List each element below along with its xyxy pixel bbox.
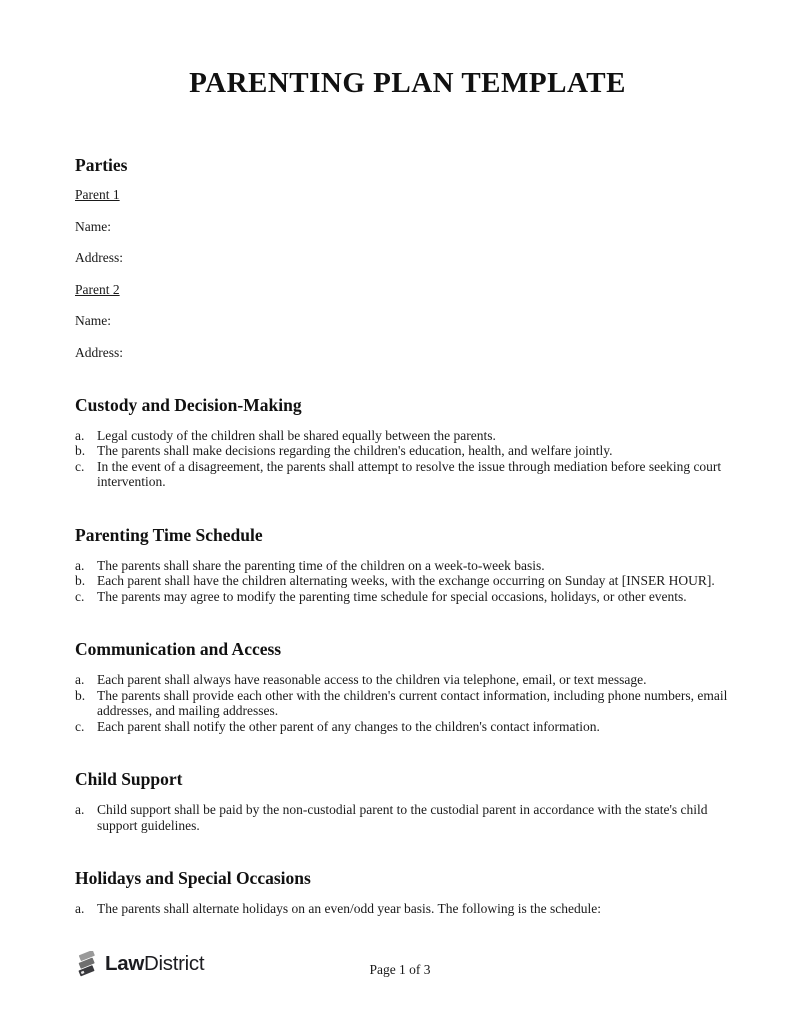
page-title: PARENTING PLAN TEMPLATE <box>189 67 626 99</box>
parenting-time-list <box>75 558 740 605</box>
list-item-marker: a. <box>75 427 85 443</box>
list-item-marker: b. <box>75 687 86 703</box>
section-heading-communication: Communication and Access <box>75 639 282 659</box>
list-item-text: Legal custody of the children shall be shared equally between the parents. <box>97 427 496 443</box>
custody-list <box>75 428 740 490</box>
list-item-text: The parents shall alternate holidays on an even/odd year basis. The following is the schedule: <box>97 901 601 916</box>
list-item-marker: b. <box>75 443 86 458</box>
list-item <box>75 443 740 459</box>
list-item-text: In the event of a disagreement, the parents shall attempt to resolve the issue through mediation before seeking court intervention. <box>97 458 722 489</box>
list-item <box>75 802 740 833</box>
field-address-label: Address: <box>75 344 123 360</box>
list-item-text: The parents shall share the parenting time of the children on a week-to-week basis. <box>97 557 545 573</box>
list-item-text: Each parent shall always have reasonable access to the children via telephone, email, or text message. <box>97 672 647 687</box>
field-name-label: Name: <box>75 313 111 328</box>
list-item-marker: b. <box>75 573 86 588</box>
lawdistrict-logo <box>74 951 204 977</box>
list-item <box>75 573 740 589</box>
page-footer <box>0 948 800 1008</box>
list-item <box>75 459 740 490</box>
list-item-text: Each parent shall notify the other parent of any changes to the children's contact information. <box>97 718 600 734</box>
section-heading-parties: Parties <box>75 155 128 175</box>
holidays-list <box>75 901 740 917</box>
list-item-text: The parents may agree to modify the parenting time schedule for special occasions, holidays, or other events. <box>97 588 687 604</box>
section-heading-child-support: Child Support <box>75 769 183 789</box>
list-item-marker: a. <box>75 901 85 916</box>
list-item <box>75 672 740 688</box>
field-parent1-label: Parent 1 <box>75 187 120 202</box>
section-heading-custody: Custody and Decision-Making <box>75 394 302 415</box>
brand-text <box>105 952 204 976</box>
field-name-label: Name: <box>75 218 111 234</box>
section-heading-holidays: Holidays and Special Occasions <box>75 868 311 888</box>
field-parent2-label: Parent 2 <box>75 281 120 297</box>
child-support-list <box>75 802 740 833</box>
communication-list <box>75 672 740 734</box>
list-item <box>75 558 740 574</box>
page-number: Page 1 of 3 <box>369 962 431 977</box>
list-item-marker: a. <box>75 672 85 687</box>
brand-text-bold: Law <box>105 952 144 975</box>
list-item-marker: c. <box>75 588 85 604</box>
list-item-text: The parents shall make decisions regarding the children's education, health, and welfare jointly. <box>97 443 613 458</box>
list-item <box>75 589 740 605</box>
list-item <box>75 688 740 719</box>
list-item <box>75 428 740 444</box>
list-item-marker: c. <box>75 718 85 734</box>
list-item-text: The parents shall provide each other with the children's current contact information, including phone numbers, email addresses, and mailing addresses. <box>97 687 728 718</box>
list-item-text: Each parent shall have the children alternating weeks, with the exchange occurring on Sunday at [INSER HOUR]. <box>97 573 715 588</box>
field-address-label: Address: <box>75 250 123 265</box>
list-item <box>75 901 740 917</box>
brand-text-light: District <box>143 952 205 975</box>
lawdistrict-layers-icon <box>74 951 100 977</box>
list-item-marker: a. <box>75 557 85 573</box>
list-item <box>75 719 740 735</box>
section-heading-parenting-time: Parenting Time Schedule <box>75 524 263 545</box>
list-item-marker: c. <box>75 458 85 474</box>
list-item-text: Child support shall be paid by the non-custodial parent to the custodial parent in accordance with the state's child support guidelines. <box>97 802 708 833</box>
list-item-marker: a. <box>75 802 85 817</box>
